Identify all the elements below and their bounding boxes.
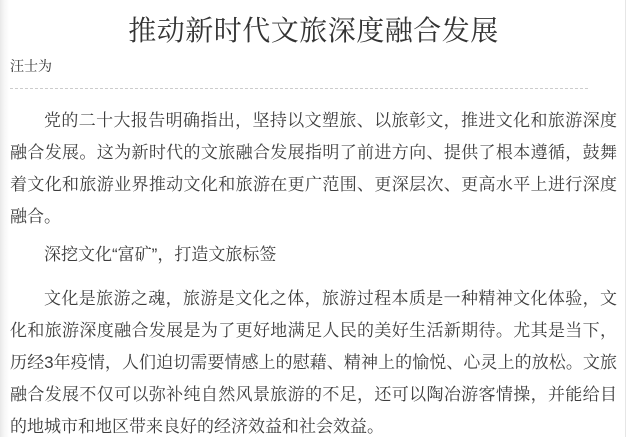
article-paragraph-2: 文化是旅游之魂，旅游是文化之体，旅游过程本质是一种精神文化体验，文化和旅游深度融合发展是为了更好地满足人民的美好生活新期待。尤其是当下，历经3年疫情，人们迫切需要情感上的慰藉、精神上的愉悦、心灵上的放松。文旅融合发展不仅可以弥补纯自然风景旅游的不足，还可以陶冶游客情操，并能给目的地城市和地区带来良好的经济效益和社会效益。 [10,289,617,436]
dashed-divider [10,88,588,89]
article-paragraph-1: 党的二十大报告明确指出，坚持以文塑旅、以旅彰文，推进文化和旅游深度融合发展。这为新时代的文旅融合发展指明了前进方向、提供了根本遵循，鼓舞着文化和旅游业界推动文化和旅游在更广范围、更深层次、更高水平上进行深度融合。 [10,111,617,226]
article-author: 汪士为 [10,58,52,74]
article-title: 推动新时代文旅深度融合发展 [128,15,499,46]
article-section-subheading: 深挖文化“富矿”，打造文旅标签 [44,245,277,264]
